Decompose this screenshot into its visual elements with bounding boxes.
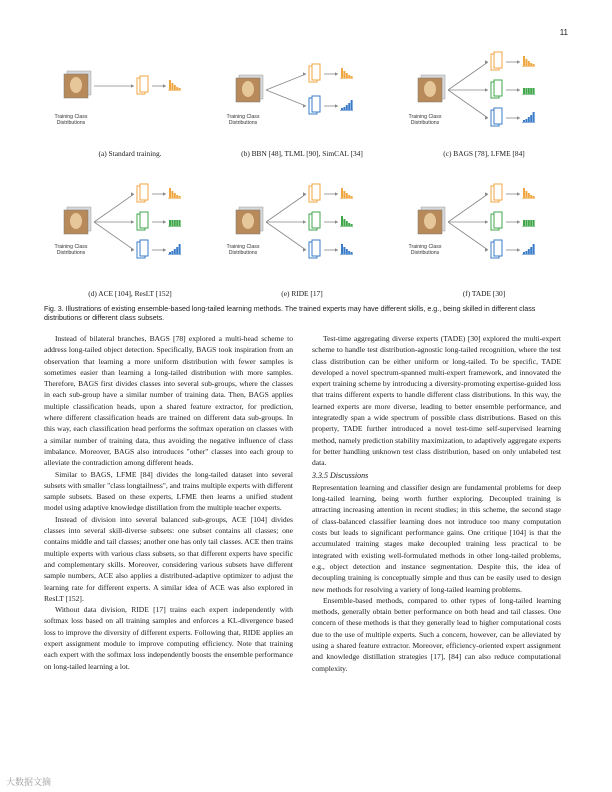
panel-caption-c: (c) BAGS [78], LFME [84]: [443, 149, 525, 158]
arrow-line: [448, 62, 488, 90]
dog-face-icon: [242, 81, 254, 97]
distribution-bar-icon: [348, 103, 350, 110]
distribution-bar-icon: [528, 117, 530, 122]
arrow-line: [448, 90, 488, 118]
panel-d-diagram: [42, 180, 218, 280]
paragraph: Instead of division into several balanced sub-groups, ACE [104] divides classes into several skill-diverse subsets: one subset contains all classes; one contains middle and tail classes; another one has only tail classes. ACE then trains multiple experts with various class subsets, so that different experts have specific and complementary skills. Moreover, considering various subsets have different sample numbers, ACE also applies a distributed-adaptive optimizer to adjust the learning rate for different experts. A similar idea of ACE was also explored in ResLT [152].: [44, 514, 293, 603]
arrow-head: [517, 220, 520, 224]
arrow-head: [335, 72, 338, 76]
watermark: 大数据文摘: [6, 777, 52, 787]
distribution-bar-icon: [179, 88, 181, 90]
arrow-head: [303, 72, 306, 76]
network-block-icon: [140, 212, 148, 228]
network-block-icon: [312, 64, 320, 80]
distribution-bar-icon: [533, 196, 535, 198]
network-block-icon: [494, 240, 502, 256]
panel-caption-f: (f) TADE [30]: [462, 289, 506, 298]
distribution-bar-icon: [341, 244, 343, 254]
distribution-bar-icon: [525, 251, 527, 254]
distribution-bar-icon: [348, 251, 350, 254]
distribution-bar-icon: [341, 108, 343, 110]
distribution-bar-icon: [341, 188, 343, 198]
distribution-bar-icon: [343, 107, 345, 110]
figure-caption: Fig. 3. Illustrations of existing ensemble-based long-tailed learning methods. The trained experts may have different skills, e.g., being skilled in different class distributions or different class subsets.: [44, 305, 536, 322]
distribution-bar-icon: [174, 85, 176, 90]
arrow-head: [163, 248, 166, 252]
distribution-bar-icon: [341, 216, 343, 226]
arrow-line: [266, 194, 306, 222]
distribution-bar-icon: [343, 219, 345, 226]
distribution-bar-icon: [346, 249, 348, 254]
distribution-bar-icon: [169, 252, 171, 254]
distribution-bar-icon: [174, 193, 176, 198]
network-block-icon: [312, 240, 320, 256]
distribution-bar-icon: [176, 87, 178, 90]
dog-face-icon: [242, 213, 254, 229]
distribution-bar-icon: [525, 88, 527, 94]
distribution-bar-icon: [530, 88, 532, 94]
network-block-icon: [140, 184, 148, 200]
distribution-bar-icon: [343, 71, 345, 78]
figure-panel-f: [396, 180, 572, 298]
distribution-bar-icon: [523, 252, 525, 254]
distribution-bar-icon: [351, 196, 353, 198]
distribution-bar-icon: [179, 196, 181, 198]
arrow-head: [335, 248, 338, 252]
distribution-bar-icon: [171, 191, 173, 198]
distribution-bar-icon: [528, 220, 530, 226]
arrow-head: [335, 220, 338, 224]
arrow-head: [517, 248, 520, 252]
arrow-line: [266, 74, 306, 90]
network-block-icon: [140, 240, 148, 256]
paragraph: Representation learning and classifier design are fundamental problems for deep long-tailed learning, being worth further exploring. Decoupled training is attracting increasing attention in recent studies; in this scheme, the second stage of class-balanced classifier learning does not introduce too many computation costs but leads to significant performance gains. One critique [104] is that the accumulated training stages make decoupled training less practical to be integrated with existing well-formulated methods in other long-tailed problems, e.g., object detection and instance segmentation. Despite this, the idea of decoupling training is conceptually simple and thus can be easily used to design new methods for resolving a variety of long-tailed learning problems.: [312, 482, 561, 594]
arrow-head: [485, 220, 488, 224]
dog-face-icon: [424, 81, 436, 97]
distribution-bar-icon: [351, 252, 353, 254]
distribution-bar-icon: [348, 223, 350, 226]
right-column: [312, 333, 561, 674]
paragraph: Similar to BAGS, LFME [84] divides the long-tailed dataset into several subsets with smaller "class longtailness", and trains multiple experts with different sample subsets. Based on these experts, LFME then learns a unified student model using adaptive knowledge distillation from the multiple teacher experts.: [44, 469, 293, 513]
page-number: 11: [559, 28, 568, 37]
distribution-bar-icon: [179, 244, 181, 254]
panel-caption-a: (a) Standard training.: [98, 149, 162, 158]
arrow-head: [335, 192, 338, 196]
arrow-head: [163, 220, 166, 224]
network-block-icon: [494, 108, 502, 124]
arrow-head: [517, 88, 520, 92]
arrow-line: [448, 194, 488, 222]
distribution-bar-icon: [523, 56, 525, 66]
distribution-bar-icon: [346, 105, 348, 110]
input-label: Training Class Distributions: [226, 114, 260, 126]
distribution-bar-icon: [176, 195, 178, 198]
panel-caption-b: (b) BBN [48], TLML [90], SimCAL [34]: [241, 149, 363, 158]
network-block-icon: [312, 184, 320, 200]
network-block-icon: [312, 96, 320, 112]
distribution-bar-icon: [533, 112, 535, 122]
distribution-bar-icon: [351, 100, 353, 110]
distribution-bar-icon: [171, 83, 173, 90]
distribution-bar-icon: [351, 224, 353, 226]
distribution-bar-icon: [346, 73, 348, 78]
figure-panel-c: [396, 40, 572, 158]
distribution-bar-icon: [179, 220, 181, 226]
paragraph: Without data division, RIDE [17] trains each expert independently with softmax loss based on all training samples and enforces a KL-divergence based loss to improve the diversity of different experts. Following that, RIDE applies an expert assignment module to improve computing efficiency. Note that training each expert with the softmax loss independently boosts the ensemble performance on long-tailed learning a lot.: [44, 605, 293, 671]
arrow-head: [131, 220, 134, 224]
distribution-bar-icon: [341, 68, 343, 78]
arrow-head: [485, 88, 488, 92]
arrow-line: [94, 194, 134, 222]
distribution-bar-icon: [346, 221, 348, 226]
distribution-bar-icon: [343, 191, 345, 198]
distribution-bar-icon: [530, 247, 532, 254]
distribution-bar-icon: [523, 188, 525, 198]
arrow-head: [517, 192, 520, 196]
arrow-line: [448, 222, 488, 250]
network-block-icon: [312, 212, 320, 228]
arrow-line: [94, 222, 134, 250]
arrow-line: [266, 222, 306, 250]
distribution-bar-icon: [530, 220, 532, 226]
input-label: Training Class Distributions: [408, 244, 442, 256]
distribution-bar-icon: [176, 220, 178, 226]
network-block-icon: [494, 80, 502, 96]
figure-panel-d: [42, 180, 218, 298]
distribution-bar-icon: [523, 220, 525, 226]
network-block-icon: [494, 52, 502, 68]
arrow-head: [303, 220, 306, 224]
arrow-head: [163, 84, 166, 88]
figure-panel-a: [42, 40, 218, 158]
distribution-bar-icon: [174, 220, 176, 226]
panel-e-diagram: [214, 180, 390, 280]
distribution-bar-icon: [525, 191, 527, 198]
input-label: Training Class Distributions: [408, 114, 442, 126]
arrow-head: [517, 60, 520, 64]
distribution-bar-icon: [351, 76, 353, 78]
figure-panel-e: [214, 180, 390, 298]
distribution-bar-icon: [528, 193, 530, 198]
distribution-bar-icon: [176, 247, 178, 254]
paragraph: Instead of bilateral branches, BAGS [78] explored a multi-head scheme to address long-tailed object detection. Specifically, BAGS took inspiration from an observation that learning a more uniform distribution with fewer samples is sometimes easier than learning a long-tailed distribution with more samples. Therefore, BAGS first divides classes into several sub-groups, where the classes in each sub-group have a similar number of training data. Then, BAGS applies multiple classification heads, upon a shared feature extractor, for prediction, where different classification heads are trained on different data sub-groups. In this way, each classification head performs the softmax operation on classes with a similar number of training data, thus avoiding the negative influence of class imbalance. Moreover, BAGS also introduces "other" classes into each group to alleviate the contradiction among different heads.: [44, 334, 293, 468]
distribution-bar-icon: [533, 220, 535, 226]
distribution-bar-icon: [169, 188, 171, 198]
arrow-head: [517, 116, 520, 120]
input-label: Training Class Distributions: [54, 244, 88, 256]
input-label: Training Class Distributions: [54, 114, 88, 126]
distribution-bar-icon: [169, 220, 171, 226]
distribution-bar-icon: [533, 88, 535, 94]
distribution-bar-icon: [171, 251, 173, 254]
arrow-head: [163, 192, 166, 196]
distribution-bar-icon: [533, 244, 535, 254]
dog-face-icon: [70, 213, 82, 229]
arrow-head: [131, 84, 134, 88]
arrow-line: [266, 90, 306, 106]
distribution-bar-icon: [174, 249, 176, 254]
left-column: [44, 333, 293, 672]
input-label: Training Class Distributions: [226, 244, 260, 256]
distribution-bar-icon: [525, 220, 527, 226]
panel-f-diagram: [396, 180, 572, 280]
distribution-bar-icon: [348, 195, 350, 198]
section-heading: 3.3.5 Discussions: [312, 470, 369, 480]
figure-panel-b: [214, 40, 390, 158]
paragraph: Ensemble-based methods, compared to other types of long-tailed learning methods, generally obtain better performance on both head and tail classes. One concern of these methods is that they generally lead to higher computational costs due to the use of multiple experts. Such a concern, however, can be alleviated by using a shared feature extractor. Moreover, efficiency-oriented expert assignment and knowledge distillation strategies [17], [84] can also reduce computational complexity.: [312, 595, 561, 673]
arrow-head: [335, 104, 338, 108]
distribution-bar-icon: [533, 64, 535, 66]
distribution-bar-icon: [348, 75, 350, 78]
network-block-icon: [140, 76, 148, 92]
distribution-bar-icon: [530, 115, 532, 122]
distribution-bar-icon: [523, 88, 525, 94]
distribution-bar-icon: [525, 119, 527, 122]
distribution-bar-icon: [528, 61, 530, 66]
network-block-icon: [494, 212, 502, 228]
distribution-bar-icon: [528, 249, 530, 254]
distribution-bar-icon: [530, 63, 532, 66]
panel-caption-e: (e) RIDE [17]: [281, 289, 323, 298]
distribution-bar-icon: [530, 195, 532, 198]
distribution-bar-icon: [528, 88, 530, 94]
dog-face-icon: [424, 213, 436, 229]
panel-caption-d: (d) ACE [104], ResLT [152]: [88, 289, 172, 298]
network-block-icon: [494, 184, 502, 200]
distribution-bar-icon: [169, 80, 171, 90]
distribution-bar-icon: [171, 220, 173, 226]
dog-face-icon: [70, 77, 82, 93]
distribution-bar-icon: [343, 247, 345, 254]
paragraph: Test-time aggregating diverse experts (TADE) [30] explored the multi-expert scheme to handle test distribution-agnostic long-tailed recognition, where the test class distribution can be either uniform or long-tailed. To be specific, TADE developed a novel spectrum-spanned multi-expert framework, and innovated the expert training scheme by introducing a diversity-promoting expertise-guided loss that trains different experts to handle different class distributions. In this way, the learned experts are more diverse, leading to better ensemble performance, and integratedly span a wide spectrum of possible class distributions. Based on this property, TADE further introduced a novel test-time self-supervised learning method, namely prediction stability maximization, to adaptively aggregate experts for better handling unknown test class distribution, based on only unlabeled test data.: [312, 334, 561, 468]
distribution-bar-icon: [525, 59, 527, 66]
distribution-bar-icon: [346, 193, 348, 198]
arrow-head: [303, 104, 306, 108]
distribution-bar-icon: [523, 120, 525, 122]
